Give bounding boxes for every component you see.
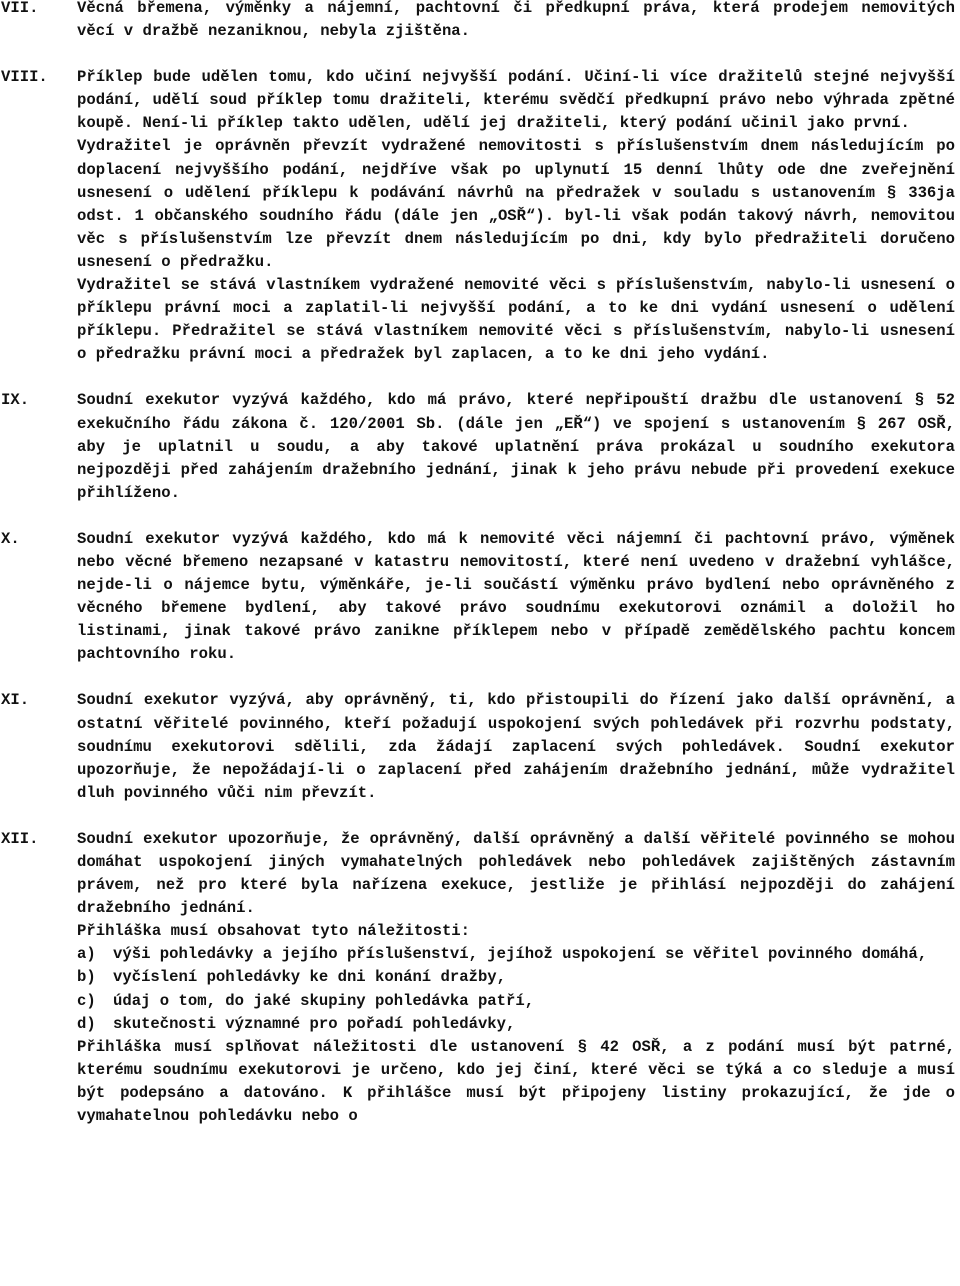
section-number: XI.	[1, 691, 30, 710]
list-item	[77, 943, 955, 966]
paragraph: Věcná břemena, výměnky a nájemní, pachtovní či předkupní práva, která prodejem nemovitých věcí v dražbě nezaniknou, nebyla zjištěna.	[77, 0, 955, 41]
paragraph: Soudní exekutor upozorňuje, že oprávněný, další oprávněný a další věřitelé povinného se mohou domáhat uspokojení jiných vymahatelných pohledávek nebo pohledávek zajištěných zástavním právem, než pro které byla nařízena exekuce, jestliže je přihlásí nejpozději do zahájení dražebního jednání.	[77, 829, 955, 918]
list-text: údaj o tom, do jaké skupiny pohledávka patří,	[113, 991, 535, 1010]
list-text: výši pohledávky a jejího příslušenství, jejíhož uspokojení se věřitel povinného domáhá,	[113, 945, 928, 964]
paragraph: Vydražitel se stává vlastníkem vydražené nemovité věci s příslušenstvím, nabylo-li usnesení o příklepu právní moci a zaplatil-li nejvyšší podání, a to ke dni vydání usnesení o udělení příklepu. Předražitel se stává vlastníkem nemovité věci s příslušenstvím, nabylo-li usnesení o předražku právní moci a předražek byl zaplacen, a to ke dni jeho vydání.	[77, 276, 955, 364]
section-vii	[0, 0, 960, 43]
section-body	[77, 828, 955, 1128]
section-body	[77, 66, 955, 366]
paragraph: Soudní exekutor vyzývá každého, kdo má k nemovité věci nájemní či pachtovní právo, výměnek nebo věcné břemeno nezapsané v katastru nemovitostí, které není uvedeno v dražební vyhlášce, nejde-li o nájemce bytu, výměnkáře, je-li součástí výměnku právo bydlení nebo oprávněného z věcného břemene bydlení, aby takové právo soudnímu exekutorovi oznámil a doložil ho listinami, jinak takové právo zanikne příklepem nebo v případě zemědělského pachtu koncem pachtovního roku.	[77, 529, 955, 664]
section-ix	[0, 389, 960, 504]
section-number: VIII.	[1, 68, 48, 87]
list-item	[77, 966, 955, 989]
section-number: IX.	[1, 391, 30, 410]
requirements-list	[77, 943, 955, 1035]
section-body	[77, 689, 955, 804]
list-marker: b)	[77, 968, 96, 987]
section-number: XII.	[1, 829, 39, 848]
list-item	[77, 1013, 955, 1036]
list-marker: c)	[77, 991, 96, 1010]
paragraph: Příklep bude udělen tomu, kdo učiní nejvyšší podání. Učiní-li více dražitelů stejné nejvyšší podání, udělí soud příklep tomu dražiteli, kterému svědčí předkupní právo nebo výhrada zpětné koupě. Není-li příklep takto udělen, udělí jej dražiteli, který podání učinil jako první.	[77, 68, 955, 133]
paragraph: Přihláška musí splňovat náležitosti dle ustanovení § 42 OSŘ, a z podání musí být patrné, kterému soudnímu exekutorovi je určeno, kdo jej činí, které věci se týká a co sleduje a musí být podepsáno a datováno. K přihlášce musí být připojeny listiny prokazující, že jde o vymahatelnou pohledávku nebo o	[77, 1037, 955, 1126]
section-xii	[0, 828, 960, 1128]
section-body	[77, 0, 955, 43]
paragraph: Soudní exekutor vyzývá, aby oprávněný, ti, kdo přistoupili do řízení jako další oprávnění, a ostatní věřitelé povinného, kteří požadují uspokojení svých pohledávek při rozvrhu podstaty, soudnímu exekutorovi sdělili, zda žádají zaplacení svých pohledávek. Soudní exekutor upozorňuje, že nepožádají-li o zaplacení před zahájením dražebního jednání, může vydražitel dluh povinného vůči nim převzít.	[77, 691, 955, 802]
section-xi	[0, 689, 960, 804]
list-text: vyčíslení pohledávky ke dni konání dražby,	[113, 968, 507, 987]
paragraph: Vydražitel je oprávněn převzít vydražené nemovitosti s příslušenstvím dnem následujícím po doplacení nejvyššího podání, nejdříve však po uplynutí 15 denní lhůty ode dne zveřejnění usnesení o udělení příklepu k podávání návrhů na předražek v souladu s ustanovením § 336ja odst. 1 občanského soudního řádu (dále jen „OSŘ“). byl-li však podán takový návrh, nemovitou věc s příslušenstvím lze převzít dnem následujícím po dni, kdy bylo předražiteli doručeno usnesení o předražku.	[77, 137, 955, 271]
list-marker: d)	[77, 1014, 96, 1033]
section-viii	[0, 66, 960, 366]
section-number: VII.	[1, 0, 39, 17]
list-item	[77, 990, 955, 1013]
section-x	[0, 528, 960, 667]
list-text: skutečnosti významné pro pořadí pohledávky,	[113, 1014, 516, 1033]
paragraph: Soudní exekutor vyzývá každého, kdo má právo, které nepřipouští dražbu dle ustanovení § 52 exekučního řádu zákona č. 120/2001 Sb. (dále jen „EŘ“) ve spojení s ustanovením § 267 OSŘ, aby je uplatnil u soudu, a aby takové uplatnění práva prokázal u soudního exekutora nejpozději před zahájením dražebního jednání, jinak k jeho právu nebude při provedení exekuce přihlíženo.	[77, 391, 955, 502]
section-body	[77, 389, 955, 504]
paragraph: Přihláška musí obsahovat tyto náležitosti:	[77, 922, 471, 941]
list-marker: a)	[77, 945, 96, 964]
section-body	[77, 528, 955, 667]
section-number: X.	[1, 529, 20, 548]
